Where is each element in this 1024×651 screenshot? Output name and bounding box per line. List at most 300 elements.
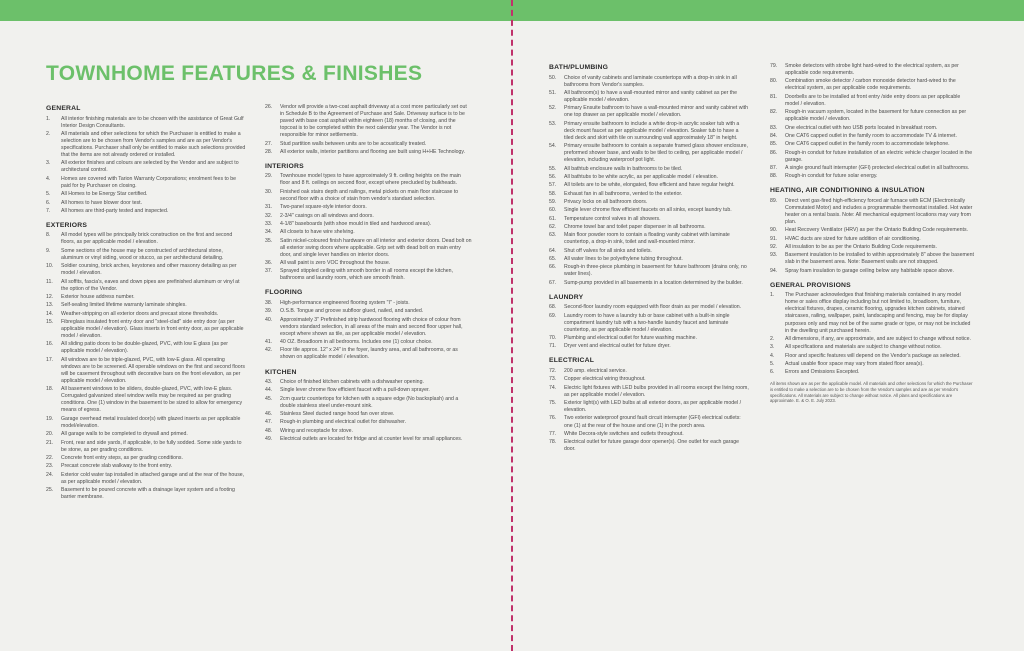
- item-number: 5.: [46, 191, 51, 198]
- item-number: 38.: [265, 299, 273, 306]
- list-item: [46, 463, 246, 470]
- item-text: Precast concrete slab walkway to the front entry.: [61, 463, 173, 470]
- list-item: [770, 353, 974, 360]
- list-item: [265, 229, 472, 236]
- list-item: [46, 357, 246, 385]
- item-number: 68.: [549, 304, 557, 311]
- list-item: [46, 416, 246, 430]
- footnote: All items shown are as per the applicable model. All materials and other selections for which the Purchaser is entitled to make a selection are to be chosen from the Vendor's samples and are as per Vendor's specifications. All materials are subject to change without notice. All plans and specifications are approximate. E. & O. E. July 2023.: [770, 381, 973, 404]
- list-item: [265, 436, 472, 443]
- item-number: 35.: [265, 237, 273, 244]
- item-text: All Homes to be Energy Star certified.: [61, 191, 148, 198]
- item-text: White Decora-style switches and outlets throughout.: [564, 430, 684, 437]
- list-item: [265, 317, 472, 338]
- item-number: 63.: [549, 232, 557, 239]
- item-text: All basement windows to be sliders, double-glazed, PVC, with low-E glass. Corrugated galvanized steel window wells may be required as per grading conditions. One (1) window in the basement to be sized to allow for emergency means of egress.: [61, 386, 243, 414]
- item-number: 46.: [265, 411, 273, 418]
- list-item: [265, 260, 472, 267]
- item-number: 51.: [549, 89, 557, 96]
- item-text: Electrical outlet for future garage door opener(s). One outlet for each garage door.: [564, 439, 740, 453]
- item-text: Heat Recovery Ventilator (HRV) as per the Ontario Building Code requirements.: [785, 227, 968, 234]
- item-number: 33.: [265, 220, 273, 227]
- list-item: [46, 263, 246, 277]
- item-number: 19.: [46, 415, 54, 422]
- item-number: 32.: [265, 212, 273, 219]
- item-text: All windows are to be triple-glazed, PVC, with low-E glass. All operating windows are to be screened. All operable windows on the first and second floors will be casement throughout with decorative bars on the front elevation, as per applicable model / elevation.: [61, 356, 245, 384]
- item-text: One CAT6 capped outlet in the family room to accommodate TV & internet.: [785, 132, 957, 139]
- item-text: Primary ensuite bathroom to contain a separate framed glass shower enclosure, preformed shower base, and walls to be tiled to ceiling, per applicable model / elevation, including waterproof pot light.: [564, 143, 748, 164]
- list-item: [549, 280, 749, 287]
- item-text: Sprayed stippled ceiling with smooth border in all rooms except the kitchen, bathrooms and laundry room, which are smooth finish.: [280, 268, 454, 282]
- item-number: 31.: [265, 204, 273, 211]
- list-item: [46, 200, 246, 207]
- item-text: Single lever chrome flow efficient faucets on all sinks, except laundry tub.: [564, 207, 732, 214]
- item-text: Floor and specific features will depend on the Vendor's package as selected.: [785, 352, 961, 359]
- list-item: [770, 336, 974, 343]
- section-heading: FLOORING: [265, 289, 303, 297]
- list-item: [549, 182, 749, 189]
- column-1: [46, 104, 246, 502]
- list-item: [46, 472, 246, 486]
- item-number: 56.: [549, 173, 557, 180]
- page-spread-divider: [511, 0, 513, 651]
- item-number: 65.: [549, 256, 557, 263]
- item-number: 55.: [549, 165, 557, 172]
- item-text: All bathtubs to be white acrylic, as per applicable model / elevation.: [564, 173, 718, 180]
- list-item: [46, 160, 246, 174]
- item-text: Spray foam insulation to garage ceiling below any habitable space above.: [785, 267, 954, 274]
- list-item: [549, 400, 749, 414]
- item-text: All sliding patio doors to be double-glazed, PVC, with low E glass (as per applicable model / elevation).: [61, 341, 228, 355]
- item-text: Some sections of the house may be constructed of architectural stone, aluminum or vinyl siding, wood or stucco, as per architectural detailing.: [61, 247, 224, 261]
- item-text: Shut off valves for all sinks and toilets.: [564, 247, 652, 254]
- item-number: 81.: [770, 93, 778, 100]
- item-text: Self-sealing limited lifetime warranty laminate shingles.: [61, 302, 187, 309]
- item-number: 86.: [770, 149, 778, 156]
- item-number: 54.: [549, 143, 557, 150]
- item-number: 39.: [265, 308, 273, 315]
- section-heading: ELECTRICAL: [549, 357, 595, 365]
- list-item: [46, 232, 246, 246]
- item-text: Main floor powder room to contain a floating vanity cabinet with laminate countertop, a drop-in sink, toilet and wall-mounted mirror.: [564, 232, 730, 246]
- item-number: 17.: [46, 356, 54, 363]
- item-text: Finished oak stairs depth and railings, metal pickets on main floor staircase to second floor with a choice of stain from vendor's standard selection.: [280, 188, 459, 202]
- list-item: [549, 174, 749, 181]
- item-text: All water lines to be polyethylene tubing throughout.: [564, 256, 683, 263]
- section-heading: EXTERIORS: [46, 221, 88, 229]
- item-number: 6.: [46, 199, 51, 206]
- item-text: Temperature control valves in all showers.: [564, 215, 661, 222]
- item-text: All bathroom(s) to have a wall-mounted mirror and vanity cabinet as per the applicable model / elevation.: [564, 89, 737, 103]
- item-text: Plumbing and electrical outlet for future washing machine.: [564, 335, 697, 342]
- list-item: [770, 236, 974, 243]
- list-item: [265, 221, 472, 228]
- item-text: Basement insulation to be installed to within approximately 8" above the basement slab in the basement area. Note: Basement walls are not strapped.: [785, 252, 974, 266]
- list-item: [549, 199, 749, 206]
- item-text: All closets to have wire shelving.: [280, 229, 355, 236]
- item-text: Choice of vanity cabinets and laminate countertops with a drop-in sink in all bathrooms from Vendor's samples.: [564, 74, 737, 88]
- item-text: 2-3/4" casings on all windows and doors.: [280, 212, 374, 219]
- list-item: [46, 208, 246, 215]
- item-text: All homes are third-party tested and inspected.: [61, 207, 169, 214]
- item-number: 36.: [265, 260, 273, 267]
- section-heading: HEATING, AIR CONDITIONING & INSULATION: [770, 187, 925, 195]
- list-item: [265, 411, 472, 418]
- item-text: All bathtub enclosure walls in bathrooms to be tiled.: [564, 165, 683, 172]
- item-text: Fibreglass insulated front entry door and "steel-clad" side entry door (as per applicable model / elevation). Glass inserts in front entry door, as per applicable model / elevation.: [61, 318, 244, 340]
- list-item: [549, 121, 749, 142]
- list-item: [770, 125, 974, 132]
- item-text: Stud partition walls between units are to be acoustically treated.: [280, 140, 427, 147]
- list-item: [549, 256, 749, 263]
- item-text: 40 OZ. Broadloom in all bedrooms. Includes one (1) colour choice.: [280, 339, 433, 346]
- item-number: 42.: [265, 347, 273, 354]
- item-text: O.S.B. Tongue and groove subfloor glued, nailed, and sanded.: [280, 308, 424, 315]
- item-number: 82.: [770, 109, 778, 116]
- item-number: 34.: [265, 229, 273, 236]
- item-number: 7.: [46, 207, 51, 214]
- item-text: All insulation to be as per the Ontario Building Code requirements.: [785, 244, 937, 251]
- list-item: [265, 419, 472, 426]
- list-item: [46, 294, 246, 301]
- item-text: One CAT6 capped outlet in the family room to accommodate telephone.: [785, 141, 950, 148]
- item-text: All wall paint is zero VOC throughout the house.: [280, 260, 391, 267]
- item-text: Chrome towel bar and toilet paper dispenser in all bathrooms.: [564, 223, 706, 230]
- list-item: [549, 368, 749, 375]
- item-text: Electrical outlets are located for fridge and at counter level for small appliances.: [280, 436, 463, 443]
- item-number: 24.: [46, 471, 54, 478]
- item-text: Soldier coursing, brick arches, keystones and other masonry detailing as per model / elevation.: [61, 263, 237, 277]
- list-item: [265, 173, 472, 187]
- item-number: 3.: [46, 160, 51, 167]
- section-heading: INTERIORS: [265, 162, 304, 170]
- item-number: 26.: [265, 104, 273, 110]
- list-item: [549, 343, 749, 350]
- item-text: Stainless Steel ducted range hood fan over stove.: [280, 411, 395, 418]
- list-item: [46, 431, 246, 438]
- item-text: Rough-in conduit for future solar energy.: [785, 173, 878, 180]
- item-text: Electric light fixtures with LED bulbs provided in all rooms except the living room, as per applicable model / elevation.: [564, 384, 749, 398]
- item-number: 53.: [549, 120, 557, 127]
- item-number: 4.: [46, 175, 51, 182]
- item-text: Direct vent gas-fired high-efficiency forced air furnace with ECM (Electronically Commutated Motor) and includes a programmable thermostat installed. Hot water heater on a rental basis. Note: All mechanical equipment locations may vary from plan.: [785, 197, 973, 226]
- item-text: All specifications and materials are subject to change without notice.: [785, 344, 942, 351]
- item-number: 15.: [46, 318, 54, 325]
- item-text: Exterior house address number.: [61, 293, 135, 300]
- item-number: 85.: [770, 141, 778, 148]
- item-text: Wiring and receptacle for stove.: [280, 427, 353, 434]
- item-number: 91.: [770, 235, 778, 242]
- item-number: 4.: [770, 352, 775, 359]
- list-item: [549, 376, 749, 383]
- item-number: 79.: [770, 63, 778, 69]
- list-item: [549, 313, 749, 334]
- item-text: Combination smoke detector / carbon monoxide detector hard-wired to the electrical system, as per applicable code requirements.: [785, 78, 956, 92]
- list-item: [265, 104, 472, 139]
- list-item: [770, 133, 974, 140]
- list-item: [549, 232, 749, 246]
- list-item: [265, 268, 472, 282]
- column-3: [549, 63, 749, 455]
- item-number: 8.: [46, 232, 51, 239]
- item-text: Rough-in plumbing and electrical outlet for dishwasher.: [280, 419, 407, 426]
- section-heading: BATH/PLUMBING: [549, 64, 609, 71]
- item-text: Basement to be poured concrete with a drainage layer system and a footing barrier membrane.: [61, 486, 235, 501]
- item-number: 29.: [265, 173, 273, 180]
- item-text: Vendor will provide a two-coat asphalt driveway at a cost more particularly set out in Schedule B to the Agreement of Purchase and Sale. Driveway surface is to be paved with base coat asphalt within eighteen (18) months of closing, and the topcoat is to be completed within the next calendar year. The Vendor is not responsible for minor settlements.: [280, 104, 467, 139]
- item-text: Choice of finished kitchen cabinets with a dishwasher opening.: [280, 379, 424, 386]
- item-number: 18.: [46, 386, 54, 393]
- list-item: [265, 238, 472, 259]
- section-heading: GENERAL: [46, 105, 81, 112]
- item-text: 200 amp. electrical service.: [564, 367, 627, 374]
- item-text: The Purchaser acknowledges that finishing materials contained in any model home or sales office display including but not limited to, broadloom, furniture, electrical fixtures, drapes, ceramic flooring, upgrades kitchen cabinets, stained staircases, railing, wallpaper, paint, landscaping and fencing, may be for display purposes only and may not be of the same grade or type, or may not be included in the dwelling unit purchased herein.: [785, 292, 971, 334]
- item-text: Concrete front entry steps, as per grading conditions.: [61, 454, 183, 461]
- list-item: [770, 150, 974, 164]
- list-item: [265, 213, 472, 220]
- item-number: 78.: [549, 439, 557, 446]
- item-number: 16.: [46, 341, 54, 348]
- item-number: 67.: [549, 279, 557, 286]
- list-item: [770, 361, 974, 368]
- item-number: 61.: [549, 215, 557, 222]
- item-text: 4-1/8" baseboards (with shoe mould in tiled and hardwood areas).: [280, 220, 432, 227]
- item-number: 20.: [46, 431, 54, 438]
- list-item: [549, 264, 749, 278]
- list-item: [46, 191, 246, 198]
- item-number: 90.: [770, 227, 778, 234]
- list-item: [265, 308, 472, 315]
- list-item: [549, 105, 749, 119]
- list-item: [549, 248, 749, 255]
- item-number: 60.: [549, 207, 557, 214]
- item-text: Rough-in three-piece plumbing in basement for future bathroom (drains only, no water lines).: [564, 264, 747, 278]
- item-text: All materials and other selections for which the Purchaser is entitled to make a selection are to be chosen from Vendor's samples and are as per Vendor's specifications. Purchaser shall only be entitled to make such selections provided that the items are not already ordered or installed.: [61, 130, 246, 159]
- item-number: 3.: [770, 344, 775, 351]
- item-text: Weather-stripping on all exterior doors and precast stone thresholds.: [61, 310, 219, 317]
- list-item: [265, 339, 472, 346]
- item-text: Privacy locks on all bathroom doors.: [564, 198, 648, 205]
- item-number: 1.: [770, 292, 775, 299]
- item-number: 6.: [770, 369, 775, 376]
- list-item: [265, 149, 472, 156]
- list-item: [265, 379, 472, 386]
- item-number: 59.: [549, 198, 557, 205]
- item-text: Errors and Omissions Excepted.: [785, 369, 860, 376]
- item-number: 88.: [770, 173, 778, 180]
- list-item: [46, 341, 246, 355]
- item-text: Garage overhead metal insulated door(s) with glazed inserts as per applicable model/elevation.: [61, 415, 241, 429]
- item-text: Exterior cold water tap installed in attached garage and at the rear of the house, as per applicable model / elevation.: [61, 471, 245, 485]
- list-item: [46, 131, 246, 159]
- item-text: Approximately 3" Prefinished strip hardwood flooring with choice of colour from vendors standard selection, in all areas of the main and second floor upper hall, except where shown as tile, as per applicable model / elevation.: [280, 316, 463, 337]
- item-text: Satin nickel-coloured finish hardware on all interior and exterior doors. Dead bolt on all exterior swing doors where applicable. Grip set with dead bolt on main entry door, and single lever handles on interior doors.: [280, 237, 472, 258]
- item-number: 58.: [549, 190, 557, 197]
- item-text: Homes are covered with Tarion Warranty Corporations; enrolment fees to be paid for by Purchaser on closing.: [61, 175, 237, 189]
- list-item: [265, 189, 472, 203]
- list-item: [770, 292, 974, 334]
- list-item: [770, 78, 974, 92]
- list-item: [549, 431, 749, 438]
- list-item: [46, 302, 246, 309]
- item-number: 49.: [265, 436, 273, 443]
- item-text: Second-floor laundry room equipped with floor drain as per model / elevation.: [564, 304, 742, 311]
- item-text: Rough-in conduit for future installation of an electric vehicle charger located in the garage.: [785, 149, 973, 163]
- item-number: 84.: [770, 132, 778, 139]
- list-item: [770, 369, 974, 376]
- list-item: [549, 166, 749, 173]
- item-number: 64.: [549, 247, 557, 254]
- column-2: [265, 104, 472, 444]
- item-text: Primary ensuite bathroom to include a white drop-in acrylic soaker tub with a deck mount faucet as per applicable model / elevation. Soaker tub to have a tiled deck and skirt with tile on surrounding wall approximately 18" in height.: [564, 120, 740, 141]
- list-item: [770, 165, 974, 172]
- item-number: 2.: [46, 130, 51, 137]
- item-text: Floor tile approx. 12" x 24" in the foyer, laundry area, and all bathrooms, or as shown on applicable model / elevation.: [280, 347, 458, 361]
- list-item: [549, 75, 749, 89]
- item-number: 83.: [770, 124, 778, 131]
- section-heading: GENERAL PROVISIONS: [770, 281, 851, 289]
- item-text: Townhouse model types to have approximately 9 ft. ceiling heights on the main floor and 8 ft. ceilings on second floor, except where precluded by bulkheads.: [280, 173, 461, 187]
- list-item: [770, 63, 974, 77]
- item-text: Copper electrical wiring throughout.: [564, 376, 646, 383]
- item-number: 75.: [549, 400, 557, 407]
- item-number: 21.: [46, 439, 54, 446]
- list-item: [265, 387, 472, 394]
- list-item: [265, 428, 472, 435]
- list-item: [770, 344, 974, 351]
- item-number: 25.: [46, 486, 54, 493]
- item-number: 73.: [549, 376, 557, 383]
- item-number: 89.: [770, 197, 778, 204]
- item-text: All soffits, fascia's, eaves and down pipes are prefinished aluminum or vinyl at the option of the Vendor.: [61, 278, 240, 292]
- item-number: 87.: [770, 164, 778, 171]
- item-number: 74.: [549, 384, 557, 391]
- list-item: [770, 109, 974, 123]
- item-text: All model types will be principally brick construction on the first and second floors, as per applicable model / elevation.: [61, 232, 233, 246]
- list-item: [46, 248, 246, 262]
- list-item: [549, 304, 749, 311]
- item-number: 43.: [265, 379, 273, 386]
- item-number: 41.: [265, 339, 273, 346]
- item-number: 71.: [549, 343, 557, 350]
- item-number: 52.: [549, 105, 557, 112]
- item-text: Rough-in vacuum system, located in the basement for future connection as per applicable model / elevation.: [785, 109, 967, 123]
- section-heading: KITCHEN: [265, 368, 297, 376]
- item-number: 5.: [770, 360, 775, 367]
- item-number: 27.: [265, 140, 273, 147]
- item-text: A single ground fault interrupter (GFI) protected electrical outlet in all bathrooms.: [785, 164, 970, 171]
- item-number: 70.: [549, 335, 557, 342]
- list-item: [46, 279, 246, 293]
- item-text: All garage walls to be completed to drywall and primed.: [61, 431, 188, 438]
- item-number: 11.: [46, 278, 53, 285]
- item-text: HVAC ducts are sized for future addition of air conditioning.: [785, 235, 921, 242]
- list-item: [549, 191, 749, 198]
- item-number: 10.: [46, 263, 54, 270]
- item-text: Exhaust fan in all bathrooms, vented to the exterior.: [564, 190, 683, 197]
- list-item: [770, 227, 974, 234]
- list-item: [549, 224, 749, 231]
- item-number: 37.: [265, 268, 273, 275]
- item-number: 9.: [46, 247, 51, 254]
- list-item: [265, 300, 472, 307]
- item-text: Doorbells are to be installed at front entry /side entry doors as per applicable model / elevation.: [785, 93, 961, 107]
- item-text: Laundry room to have a laundry tub or base cabinet with a built-in single compartment laundry tub with a two-handle laundry faucet and laminate countertop, as per applicable model / elevation.: [564, 312, 730, 333]
- item-number: 93.: [770, 252, 778, 259]
- item-number: 22.: [46, 454, 54, 461]
- list-item: [549, 335, 749, 342]
- list-item: [46, 311, 246, 318]
- item-number: 12.: [46, 293, 54, 300]
- item-number: 62.: [549, 223, 557, 230]
- list-item: [265, 141, 472, 148]
- list-item: [46, 455, 246, 462]
- item-number: 44.: [265, 387, 273, 394]
- list-item: [46, 116, 246, 130]
- item-text: Two-panel square-style interior doors.: [280, 204, 367, 211]
- list-item: [46, 319, 246, 340]
- item-text: All toilets are to be white, elongated, flow efficient and have regular height.: [564, 182, 735, 189]
- list-item: [770, 94, 974, 108]
- list-item: [549, 216, 749, 223]
- item-text: High-performance engineered flooring system "I" - joists.: [280, 299, 410, 306]
- list-item: [549, 439, 749, 453]
- item-text: Actual usable floor space may vary from stated floor area(s).: [785, 360, 924, 367]
- item-text: 2cm quartz countertops for kitchen with a square edge (No backsplash) and a double stainless steel under-mount sink.: [280, 395, 459, 409]
- page-title: TOWNHOME FEATURES & FINISHES: [46, 62, 423, 85]
- list-item: [46, 440, 246, 454]
- item-number: 80.: [770, 78, 778, 85]
- list-item: [46, 487, 246, 501]
- item-number: 1.: [46, 115, 51, 122]
- item-text: All interior finishing materials are to be chosen with the assistance of Great Gulf Interior Design Consultants.: [61, 115, 244, 129]
- item-number: 28.: [265, 148, 273, 155]
- item-text: Front, rear and side yards, if applicable, to be fully sodded. Some side yards to be stone, as per grading conditions.: [61, 439, 242, 453]
- list-item: [549, 385, 749, 399]
- item-text: All exterior walls, interior partitions and flooring are built using H+HE Technology.: [280, 148, 466, 155]
- item-text: One electrical outlet with two USB ports located in breakfast room.: [785, 124, 938, 131]
- item-number: 69.: [549, 312, 557, 319]
- list-item: [46, 386, 246, 414]
- item-text: Primary Ensuite bathroom to have a wall-mounted mirror and vanity cabinet with one top drawer as per applicable model / elevation.: [564, 105, 748, 119]
- list-item: [265, 347, 472, 361]
- item-number: 45.: [265, 395, 273, 402]
- list-item: [770, 141, 974, 148]
- list-item: [770, 198, 974, 226]
- item-number: 40.: [265, 316, 273, 323]
- item-number: 47.: [265, 419, 273, 426]
- item-number: 13.: [46, 302, 54, 309]
- list-item: [549, 207, 749, 214]
- item-number: 94.: [770, 267, 778, 274]
- item-number: 76.: [549, 415, 557, 422]
- item-text: Single lever chrome flow efficient faucet with a pull-down sprayer.: [280, 387, 430, 394]
- item-number: 30.: [265, 188, 273, 195]
- item-number: 66.: [549, 264, 557, 271]
- item-text: Dryer vent and electrical outlet for future dryer.: [564, 343, 671, 350]
- list-item: [265, 204, 472, 211]
- list-item: [265, 396, 472, 410]
- item-number: 72.: [549, 367, 557, 374]
- list-item: [770, 244, 974, 251]
- list-item: [549, 415, 749, 429]
- column-4: [770, 63, 974, 404]
- item-text: All exterior finishes and colours are selected by the Vendor and are subject to architectural control.: [61, 160, 239, 174]
- item-number: 50.: [549, 74, 557, 81]
- item-number: 48.: [265, 427, 273, 434]
- list-item: [770, 173, 974, 180]
- list-item: [46, 176, 246, 190]
